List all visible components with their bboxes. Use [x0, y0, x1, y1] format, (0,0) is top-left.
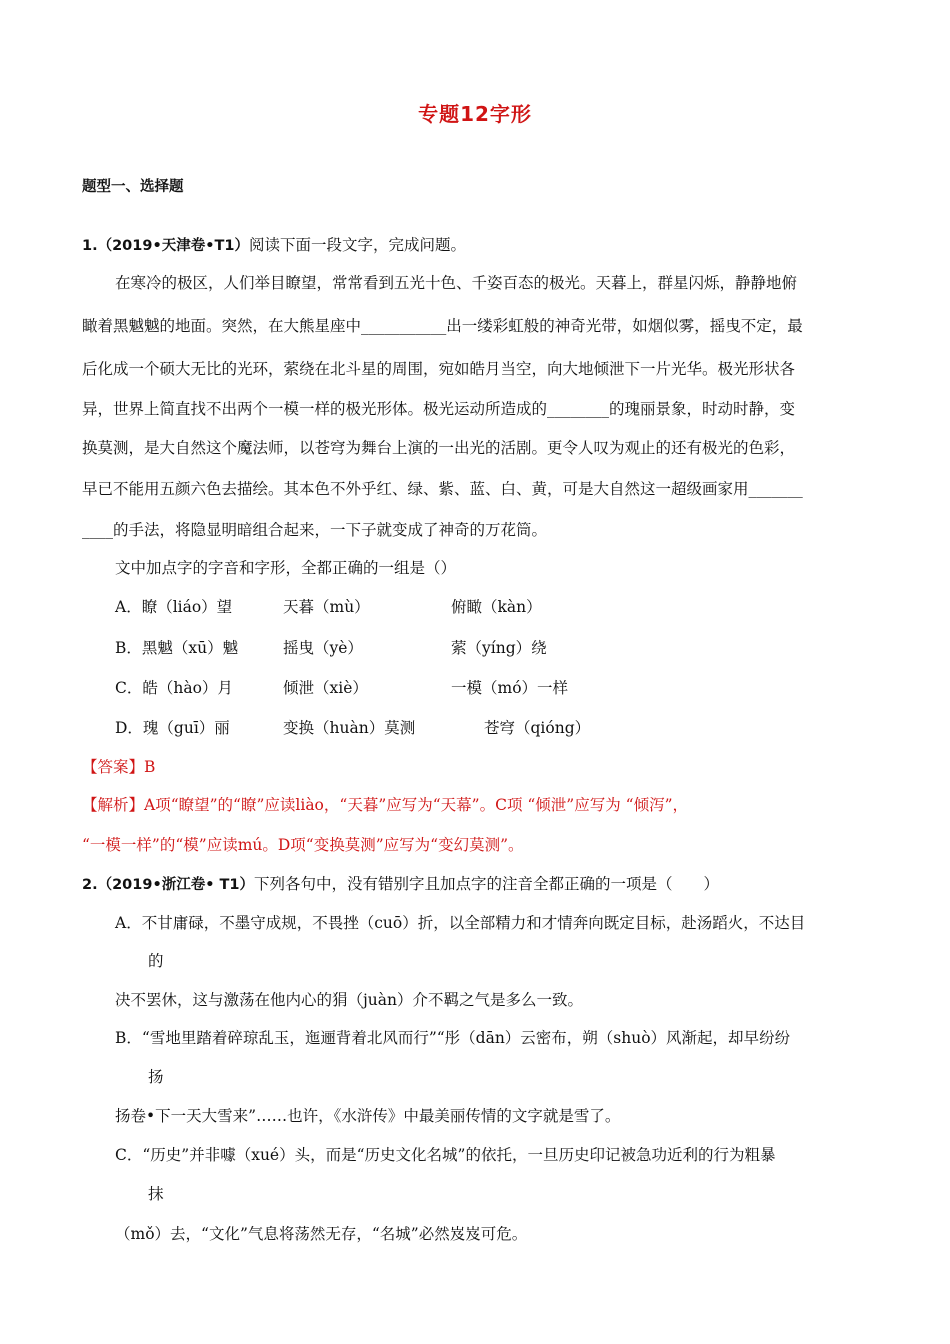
analysis-label: 【解析】 [82, 796, 145, 814]
option-b-3: 萦（yíng）绕 [451, 639, 547, 657]
q2-line-2: 的 [148, 952, 164, 970]
question-1-instruction: 阅读下面一段文字，完成问题。 [248, 236, 466, 254]
passage-line-7: ____的手法，将隐显明暗组合起来，一下子就变成了神奇的万花筒。 [82, 521, 548, 539]
section-heading: 题型一、选择题 [82, 179, 184, 195]
question-1-source: 1.（2019•天津卷•T1） [82, 238, 249, 254]
question-2-source: 2.（2019•浙江卷• T1） [82, 877, 255, 893]
analysis-line-1 [82, 793, 688, 815]
option-d-1: D．瑰（guī）丽 [115, 719, 230, 737]
option-c-2: 倾泄（xiè） [283, 679, 368, 697]
q2-line-7: C．“历史”并非噱（xué）头，而是“历史文化名城”的依托，一旦历史印记被急功近利的行为粗暴 [115, 1146, 776, 1164]
passage-line-3: 后化成一个硕大无比的光环，萦绕在北斗星的周围，宛如皓月当空，向大地倾泄下一片光华。极光形状各 [82, 360, 796, 378]
option-b-1: B．黑魆（xū）魆 [115, 639, 239, 657]
passage-line-1: 在寒冷的极区，人们举目瞭望，常常看到五光十色、千姿百态的极光。天暮上，群星闪烁，静静地俯 [115, 274, 798, 292]
page-title: 专题12字形 [418, 102, 532, 126]
option-a-3: 俯瞰（kàn） [451, 598, 542, 616]
passage-line-4: 异，世界上简直找不出两个一模一样的极光形体。极光运动所造成的________的瑰丽景象，时动时静，变 [82, 400, 796, 418]
q2-line-3: 决不罢休，这与激荡在他内心的狷（juàn）介不羁之气是多么一致。 [115, 991, 584, 1009]
q2-line-8: 抹 [148, 1185, 164, 1203]
option-a-2: 天暮（mù） [283, 598, 370, 616]
analysis-line-2: “一模一样”的“模”应读mú。D项“变换莫测”应写为“变幻莫测”。 [82, 836, 524, 854]
answer-value: B [144, 758, 156, 776]
q2-line-1: A．不甘庸碌，不墨守成规，不畏挫（cuō）折，以全部精力和才情奔向既定目标，赴汤蹈火，不达目 [115, 914, 806, 932]
q2-line-5: 扬 [148, 1068, 164, 1086]
analysis-text-1: A项“瞭望”的“瞭”应读liào，“天暮”应写为“天幕”。C项 “倾泄”应写为 “倾泻”， [144, 796, 689, 814]
option-d-3: 苍穹（qióng） [484, 719, 591, 737]
option-b-2: 摇曳（yè） [283, 639, 363, 657]
question-2-stem [82, 872, 719, 894]
option-d-2: 变换（huàn）莫测 [283, 719, 416, 737]
answer-label: 【答案】 [82, 758, 145, 776]
question-1-stem [82, 233, 466, 255]
q2-line-4: B．“雪地里踏着碎琼乱玉，迤逦背着北风而行”“彤（dān）云密布，朔（shuò）风渐起，却早纷纷 [115, 1029, 791, 1047]
passage-line-5: 换莫测，是大自然这个魔法师，以苍穹为舞台上演的一出光的活剧。更令人叹为观止的还有极光的色彩， [82, 439, 796, 457]
question-2-instruction: 下列各句中，没有错别字且加点字的注音全都正确的一项是（ ） [254, 875, 720, 893]
q2-line-6: 扬卷•下一天大雪来”……也许，《水浒传》中最美丽传情的文字就是雪了。 [115, 1107, 621, 1125]
option-a-1: A．瞭（liáo）望 [115, 598, 233, 616]
passage-line-6: 早已不能用五颜六色去描绘。其本色不外乎红、绿、紫、蓝、白、黄，可是大自然这一超级画家用_______ [82, 480, 803, 498]
question-1-prompt: 文中加点字的字音和字形，全都正确的一组是（） [115, 559, 457, 577]
passage-line-2: 瞰着黑魆魆的地面。突然，在大熊星座中___________出一缕彩虹般的神奇光带，如烟似雾，摇曳不定，最 [82, 317, 803, 335]
option-c-3: 一模（mó）一样 [451, 679, 569, 697]
q2-line-9: （mǒ）去，“文化”气息将荡然无存，“名城”必然岌岌可危。 [115, 1225, 528, 1243]
answer-line [82, 755, 155, 777]
option-c-1: C．皓（hào）月 [115, 679, 233, 697]
